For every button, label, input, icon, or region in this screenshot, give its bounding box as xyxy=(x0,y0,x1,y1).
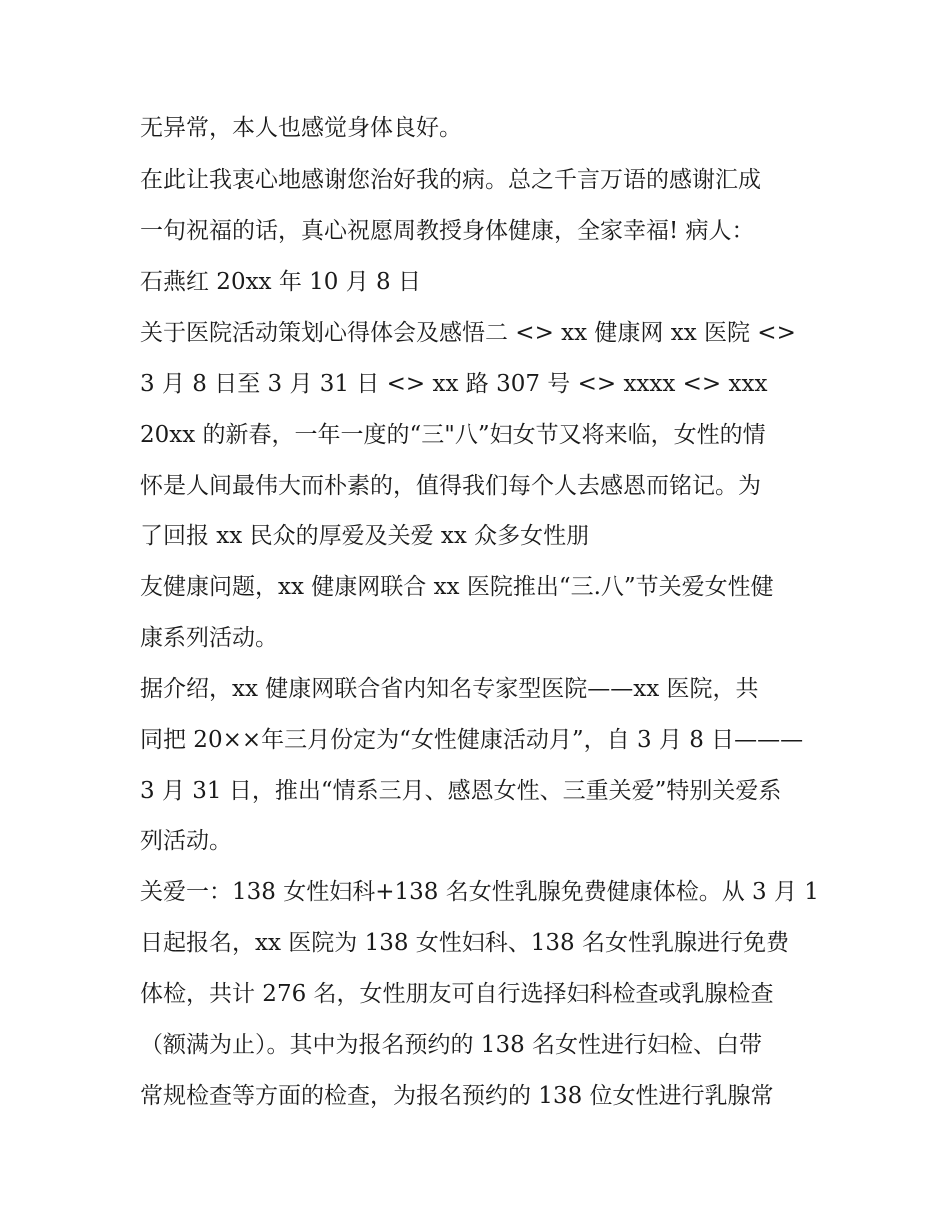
text-line-13: 同把 20××年三月份定为“女性健康活动月”，自 3 月 8 日——— xyxy=(140,727,804,753)
text-line-5: 关于医院活动策划心得体会及感悟二 <> xx 健康网 xx 医院 <> xyxy=(140,320,796,346)
text-line-7: 20xx 的新春，一年一度的“三"八”妇女节又将来临，女性的情 xyxy=(140,422,766,448)
text-line-12: 据介绍，xx 健康网联合省内知名专家型医院——xx 医院，共 xyxy=(140,676,759,702)
text-line-19: （额满为止）。其中为报名预约的 138 名女性进行妇检、白带 xyxy=(140,1032,763,1058)
text-line-9: 了回报 xx 民众的厚爱及关爱 xx 众多女性朋 xyxy=(140,523,590,549)
text-line-3: 一句祝福的话，真心祝愿周教授身体健康，全家幸福! 病人： xyxy=(140,218,755,244)
text-line-1: 无异常，本人也感觉身体良好。 xyxy=(140,115,462,141)
text-line-8: 怀是人间最伟大而朴素的，值得我们每个人去感恩而铭记。为 xyxy=(140,473,761,499)
text-line-20: 常规检查等方面的检查，为报名预约的 138 位女性进行乳腺常 xyxy=(140,1083,774,1109)
text-line-18: 体检，共计 276 名，女性朋友可自行选择妇科检查或乳腺检查 xyxy=(140,981,774,1007)
text-line-6: 3 月 8 日至 3 月 31 日 <> xx 路 307 号 <> xxxx <> xxx xyxy=(140,371,768,397)
text-line-16: 关爱一：138 女性妇科+138 名女性乳腺免费健康体检。从 3 月 1 xyxy=(140,879,819,905)
text-line-11: 康系列活动。 xyxy=(140,625,278,651)
text-line-15: 列活动。 xyxy=(140,828,232,854)
text-line-17: 日起报名，xx 医院为 138 女性妇科、138 名女性乳腺进行免费 xyxy=(140,930,789,956)
text-line-10: 友健康问题，xx 健康网联合 xx 医院推出“三.八”节关爱女性健 xyxy=(140,574,774,600)
text-line-2: 在此让我衷心地感谢您治好我的病。总之千言万语的感谢汇成 xyxy=(140,167,761,193)
text-line-4: 石燕红 20xx 年 10 月 8 日 xyxy=(140,269,421,295)
text-line-14: 3 月 31 日，推出“情系三月、感恩女性、三重关爱”特别关爱系 xyxy=(140,778,782,804)
